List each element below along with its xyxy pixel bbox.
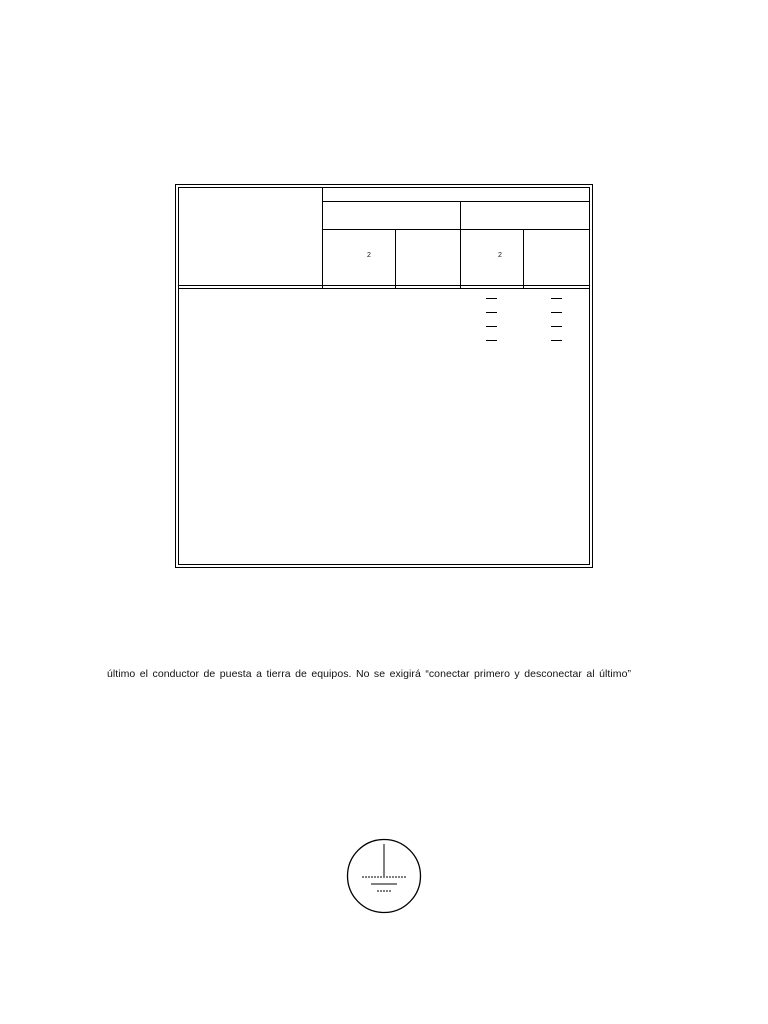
- table-divider-subheader: [322, 229, 590, 230]
- table-divider-subcol-1: [395, 229, 396, 288]
- table-dash-mark: [551, 326, 562, 327]
- table-inner-border: [178, 187, 590, 565]
- table-divider-group-vertical: [460, 201, 461, 288]
- table-divider-header-band: [322, 201, 590, 202]
- table-dash-mark: [551, 298, 562, 299]
- table-dash-mark: [486, 340, 497, 341]
- table-divider-header-bottom-2: [178, 288, 590, 289]
- table-divider-header-bottom: [178, 285, 590, 286]
- header-mark-col-a: 2: [367, 252, 371, 259]
- header-mark-col-c: 2: [498, 252, 502, 259]
- paragraph-text: último el conductor de puesta a tierra de equipos. No se exigirá “conectar primero y desconectar al último”: [107, 668, 632, 680]
- table-dash-mark: [551, 340, 562, 341]
- table-dash-mark: [486, 312, 497, 313]
- table-dash-mark: [486, 298, 497, 299]
- table-divider-subcol-2: [523, 229, 524, 288]
- protective-earth-icon: [345, 836, 423, 916]
- table-divider-main-vertical: [322, 187, 323, 288]
- table-dash-mark: [486, 326, 497, 327]
- table-dash-mark: [551, 312, 562, 313]
